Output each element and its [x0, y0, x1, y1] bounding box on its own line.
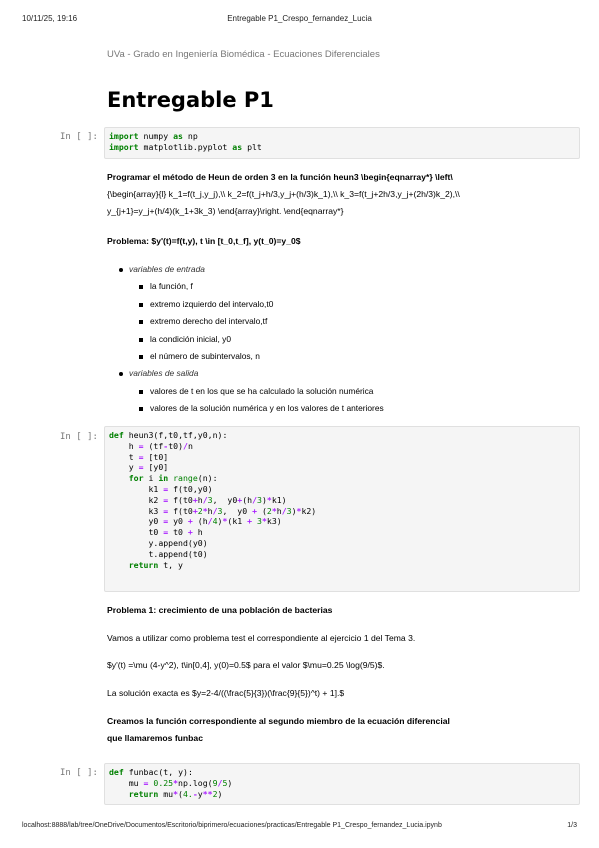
- code-line: k1 = f(t0,y0): [148, 483, 213, 494]
- md-ecuacion: $y'(t) =\mu (4-y^2), t\in[0,4], y(0)=0.5$ para el valor $\mu=0.25 \log(9/5)$.: [107, 660, 385, 670]
- bullet-icon: [139, 355, 143, 359]
- list-item: valores de la solución numérica y en los valores de t anteriores: [117, 400, 384, 417]
- md-heun-line2: {\begin{array}{l} k_1=f(t_j,y_j),\\ k_2=f(t_j+h/3,y_j+(h/3)k_1),\\ k_3=f(t_j+2h/3,y_j+(2h/3)k_2),\\: [107, 189, 460, 199]
- print-header: [22, 14, 577, 26]
- code-cell-imports[interactable]: [104, 127, 580, 159]
- code-line: def heun3(f,t0,tf,y0,n):: [109, 430, 228, 440]
- bullet-icon: [139, 390, 143, 394]
- code-line: y = [y0]: [128, 462, 169, 473]
- bullet-icon: [119, 268, 123, 272]
- notebook-title: Entregable P1: [107, 88, 274, 112]
- list-item: el número de subintervalos, n: [117, 348, 384, 365]
- list-item: variables de salida: [117, 365, 384, 382]
- list-item: la condición inicial, y0: [117, 331, 384, 348]
- md-problema: Problema: $y'(t)=f(t,y), t \in [t_0,t_f], y(t_0)=y_0$: [107, 236, 301, 246]
- md-problema1: Problema 1: crecimiento de una población de bacterias: [107, 605, 333, 615]
- md-heun-line3: y_{j+1}=y_j+(h/4)(k_1+3k_3) \end{array}\right. \end{eqnarray*}: [107, 206, 344, 216]
- code-line: return mu*(4.-y**2): [128, 788, 223, 799]
- bullet-icon: [139, 320, 143, 324]
- md-creamos: [107, 713, 577, 747]
- list-item: extremo derecho del intervalo,tf: [117, 313, 384, 330]
- cell-prompt: In [ ]:: [60, 432, 98, 442]
- code-line: t.append(t0): [148, 548, 208, 559]
- cell-prompt: In [ ]:: [60, 768, 98, 778]
- bullet-icon: [139, 338, 143, 342]
- code-cell-heun3[interactable]: [104, 426, 580, 592]
- bullet-icon: [139, 285, 143, 289]
- code-line: h = (tf-t0)/n: [128, 440, 193, 451]
- list-item: extremo izquierdo del intervalo,t0: [117, 296, 384, 313]
- code-line: def funbac(t, y):: [109, 767, 193, 777]
- print-page-number: 1/3: [567, 822, 577, 829]
- code-line: y0 = y0 + (h/4)*(k1 + 3*k3): [148, 516, 282, 527]
- code-line: import numpy as np: [109, 131, 198, 141]
- cell-prompt: In [ ]:: [60, 132, 98, 142]
- code-line: import matplotlib.pyplot as plt: [109, 141, 262, 152]
- print-doc-title: Entregable P1_Crespo_fernandez_Lucia: [227, 14, 372, 23]
- variables-list: [117, 261, 384, 418]
- md-creamos-line1: Creamos la función correspondiente al segundo miembro de la ecuación diferencial: [107, 716, 450, 726]
- code-line: k3 = f(t0+2*h/3, y0 + (2*h/3)*k2): [148, 505, 317, 516]
- print-footer: [22, 822, 577, 834]
- code-line: k2 = f(t0+h/3, y0+(h/3)*k1): [148, 494, 287, 505]
- md-vamos: Vamos a utilizar como problema test el correspondiente al ejercicio 1 del Tema 3.: [107, 633, 416, 643]
- code-cell-funbac[interactable]: [104, 763, 580, 805]
- list-item: variables de entrada: [117, 261, 384, 278]
- md-exacta: La solución exacta es $y=2-4/((\frac{5}{3})(\frac{9}{5})^t) + 1].$: [107, 688, 345, 698]
- code-line: t0 = t0 + h: [148, 527, 203, 538]
- bullet-icon: [119, 372, 123, 376]
- bullet-icon: [139, 303, 143, 307]
- code-line: mu = 0.25*np.log(9/5): [128, 777, 233, 788]
- md-creamos-line2: que llamaremos funbac: [107, 733, 203, 743]
- code-line: for i in range(n):: [128, 473, 218, 484]
- print-datetime: 10/11/25, 19:16: [22, 14, 78, 23]
- print-url: localhost:8888/lab/tree/OneDrive/Documentos/Escritorio/biprimero/ecuaciones/practicas/Entregable P1_Crespo_fernandez_Lucia.ipynb: [22, 822, 442, 829]
- code-line: return t, y: [128, 559, 183, 570]
- list-item: valores de t en los que se ha calculado la solución numérica: [117, 383, 384, 400]
- notebook-subtitle: UVa - Grado en Ingeniería Biomédica - Ecuaciones Diferenciales: [107, 49, 380, 60]
- md-heun-line1: Programar el método de Heun de orden 3 en la función heun3 \begin{eqnarray*} \left\: [107, 172, 453, 182]
- list-item: la función, f: [117, 278, 384, 295]
- code-line: y.append(y0): [148, 537, 208, 548]
- code-line: t = [t0]: [128, 451, 169, 462]
- markdown-heun: [107, 169, 577, 220]
- bullet-icon: [139, 407, 143, 411]
